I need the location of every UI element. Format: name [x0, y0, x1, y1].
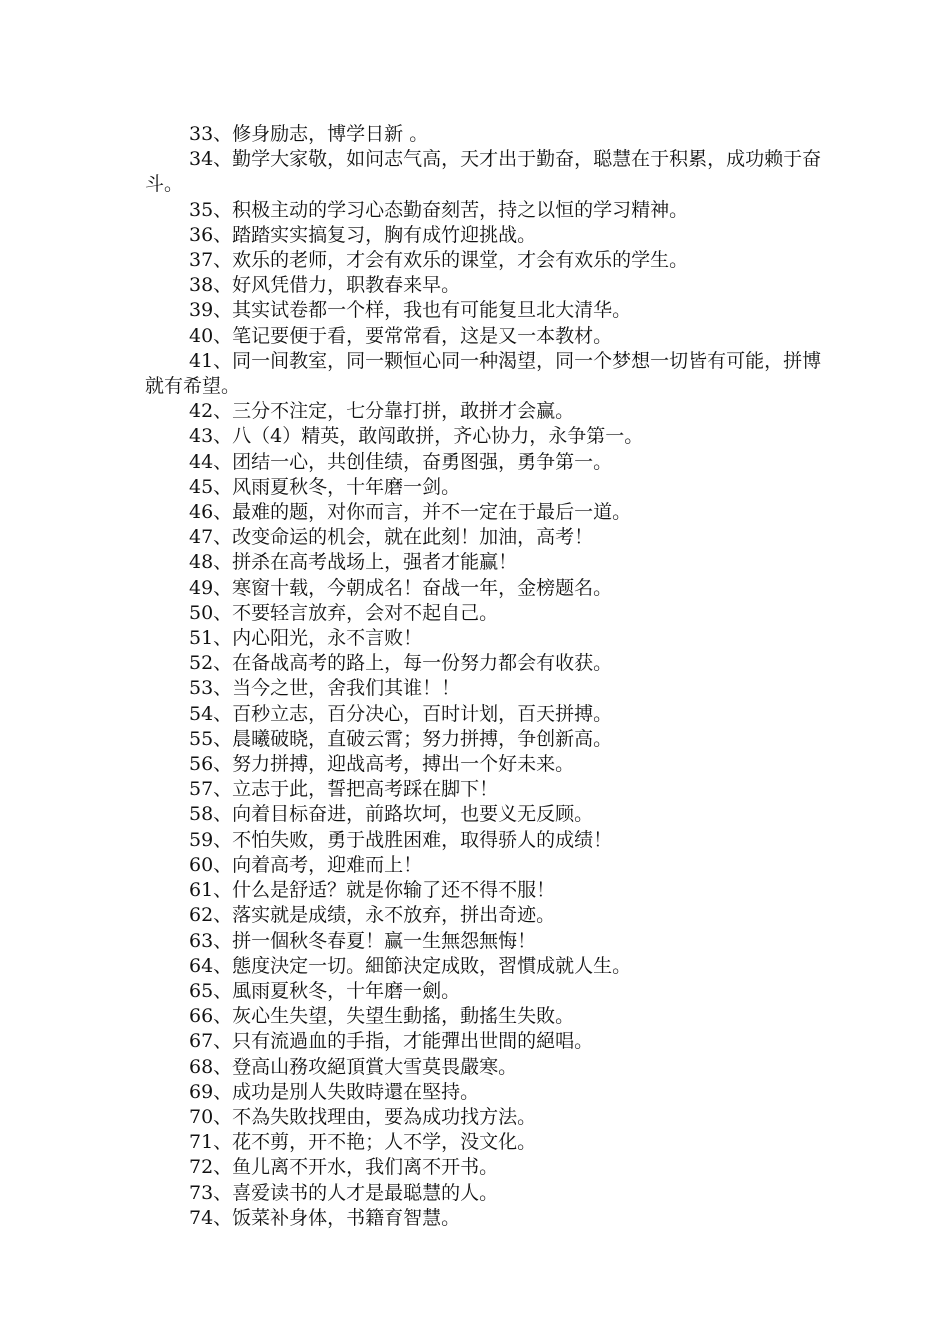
list-item-56: 56、努力拼搏，迎战高考，搏出一个好未来。 [189, 753, 575, 776]
list-item-71: 71、花不剪，开不艳；人不学，没文化。 [189, 1131, 537, 1154]
list-item-58: 58、向着目标奋进，前路坎坷，也要义无反顾。 [189, 803, 594, 826]
list-item-69: 69、成功是別人失敗時還在堅持。 [189, 1080, 480, 1103]
list-item-34: 34、勤学大家敬，如问志气高，天才出于勤奋，聪慧在于积累，成功赖于奋斗。 [145, 148, 822, 196]
list-item-35: 35、积极主动的学习心态勤奋刻苦，持之以恒的学习精神。 [189, 198, 689, 221]
list-item-74: 74、饭菜补身体，书籍育智慧。 [189, 1206, 461, 1229]
list-item-63: 63、拼一個秋冬春夏！赢一生無怨無悔！ [189, 929, 537, 952]
list-item-36: 36、踏踏实实搞复习，胸有成竹迎挑战。 [189, 223, 537, 246]
list-item-40: 40、笔记要便于看，要常常看，这是又一本教材。 [189, 324, 613, 347]
list-item-50: 50、不要轻言放弃，会对不起自己。 [189, 601, 499, 624]
list-item-48: 48、拼杀在高考战场上，强者才能赢！ [189, 551, 518, 574]
list-item-61: 61、什么是舒适？就是你输了还不得不服！ [189, 879, 556, 902]
list-item-49: 49、寒窗十载，今朝成名！奋战一年，金榜题名。 [189, 576, 613, 599]
list-item-33: 33、修身励志，博学日新 。 [189, 123, 429, 145]
document-body [145, 122, 825, 1231]
list-item-60: 60、向着高考，迎难而上！ [189, 853, 423, 876]
list-item-54: 54、百秒立志，百分决心，百时计划，百天拼搏。 [189, 702, 613, 725]
list-item-55: 55、晨曦破晓，直破云霄；努力拼搏，争创新高。 [189, 727, 613, 750]
list-item-52: 52、在备战高考的路上，每一份努力都会有收获。 [189, 652, 613, 675]
list-item-64: 64、態度決定一切。細節決定成敗，習慣成就人生。 [189, 954, 632, 977]
list-item-46: 46、最难的题，对你而言，并不一定在于最后一道。 [189, 501, 632, 524]
list-item-68: 68、登高山務攻絕頂賞大雪莫畏嚴寒。 [189, 1055, 518, 1078]
list-item-66: 66、灰心生失望，失望生動搖，動搖生失敗。 [189, 1005, 575, 1028]
list-item-70: 70、不為失敗找理由，要為成功找方法。 [189, 1105, 537, 1128]
list-item-59: 59、不怕失败，勇于战胜困难，取得骄人的成绩！ [189, 828, 613, 851]
list-item-57: 57、立志于此，誓把高考踩在脚下！ [189, 778, 499, 801]
list-item-45: 45、风雨夏秋冬，十年磨一剑。 [189, 475, 461, 498]
list-item-41: 41、同一间教室，同一颗恒心同一种渴望，同一个梦想一切皆有可能，拼博就有希望。 [145, 349, 822, 398]
list-item-73: 73、喜爱读书的人才是最聪慧的人。 [189, 1181, 499, 1204]
list-item-47: 47、改变命运的机会，就在此刻！加油，高考！ [189, 526, 594, 549]
list-item-62: 62、落实就是成绩，永不放弃，拼出奇迹。 [189, 904, 556, 927]
list-item-51: 51、内心阳光，永不言败！ [189, 627, 423, 650]
list-item-67: 67、只有流過血的手指，才能彈出世間的絕唱。 [189, 1030, 594, 1053]
list-item-53: 53、当今之世，舍我们其谁！！ [189, 677, 461, 700]
list-item-43: 43、八（4）精英，敢闯敢拼，齐心协力，永争第一。 [189, 425, 644, 448]
list-item-42: 42、三分不注定，七分靠打拼，敢拼才会赢。 [189, 400, 575, 423]
list-item-38: 38、好风凭借力，职教春来早。 [189, 274, 461, 297]
list-item-39: 39、其实试卷都一个样，我也有可能复旦北大清华。 [189, 299, 632, 322]
list-item-37: 37、欢乐的老师，才会有欢乐的课堂，才会有欢乐的学生。 [189, 249, 689, 272]
list-item-65: 65、風雨夏秋冬，十年磨一劍。 [189, 979, 461, 1002]
list-item-44: 44、团结一心，共创佳绩，奋勇图强，勇争第一。 [189, 450, 613, 473]
list-item-72: 72、鱼儿离不开水，我们离不开书。 [189, 1156, 499, 1179]
